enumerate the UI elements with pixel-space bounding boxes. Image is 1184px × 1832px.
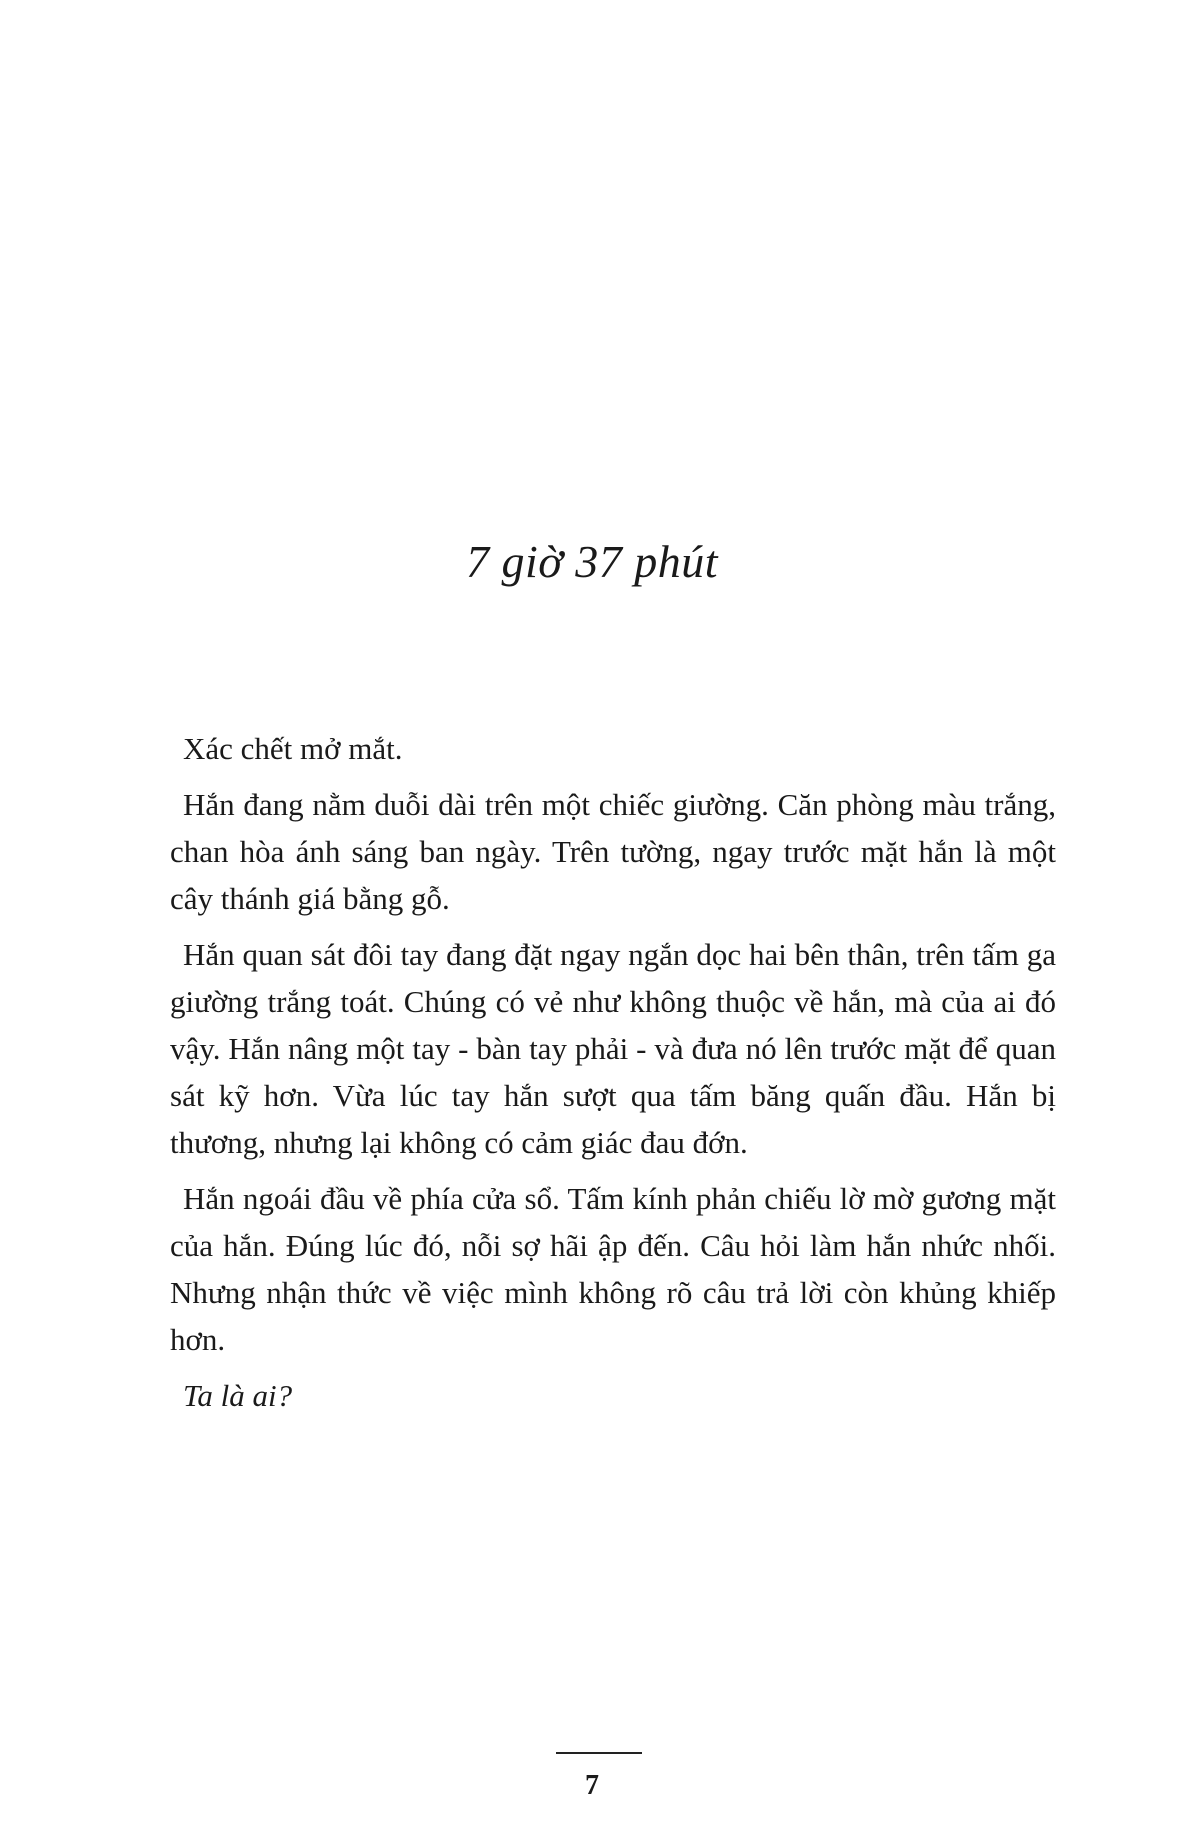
chapter-title: 7 giờ 37 phút [465,536,719,587]
page-number: 7 [585,1770,599,1801]
paragraph: Xác chết mở mắt. [183,731,403,766]
body-text [170,725,1056,1428]
paragraph: Hắn đang nằm duỗi dài trên một chiếc giường. Căn phòng màu trắng, chan hòa ánh sáng ban ngày. Trên tường, ngay trước mặt hắn là một cây thánh giá bằng gỗ. [170,787,1056,916]
footer-divider [556,1752,642,1754]
paragraph: Hắn quan sát đôi tay đang đặt ngay ngắn dọc hai bên thân, trên tấm ga giường trắng toát. Chúng có vẻ như không thuộc về hắn, mà của ai đó vậy. Hắn nâng một tay - bàn tay phải - và đưa nó lên trước mặt để quan sát kỹ hơn. Vừa lúc tay hắn sượt qua tấm băng quấn đầu. Hắn bị thương, nhưng lại không có cảm giác đau đớn. [170,937,1056,1160]
paragraph: Hắn ngoái đầu về phía cửa sổ. Tấm kính phản chiếu lờ mờ gương mặt của hắn. Đúng lúc đó, nỗi sợ hãi ập đến. Câu hỏi làm hắn nhức nhối. Nhưng nhận thức về việc mình không rõ câu trả lời còn khủng khiếp hơn. [170,1181,1056,1357]
paragraph-italic: Ta là ai? [183,1378,293,1413]
